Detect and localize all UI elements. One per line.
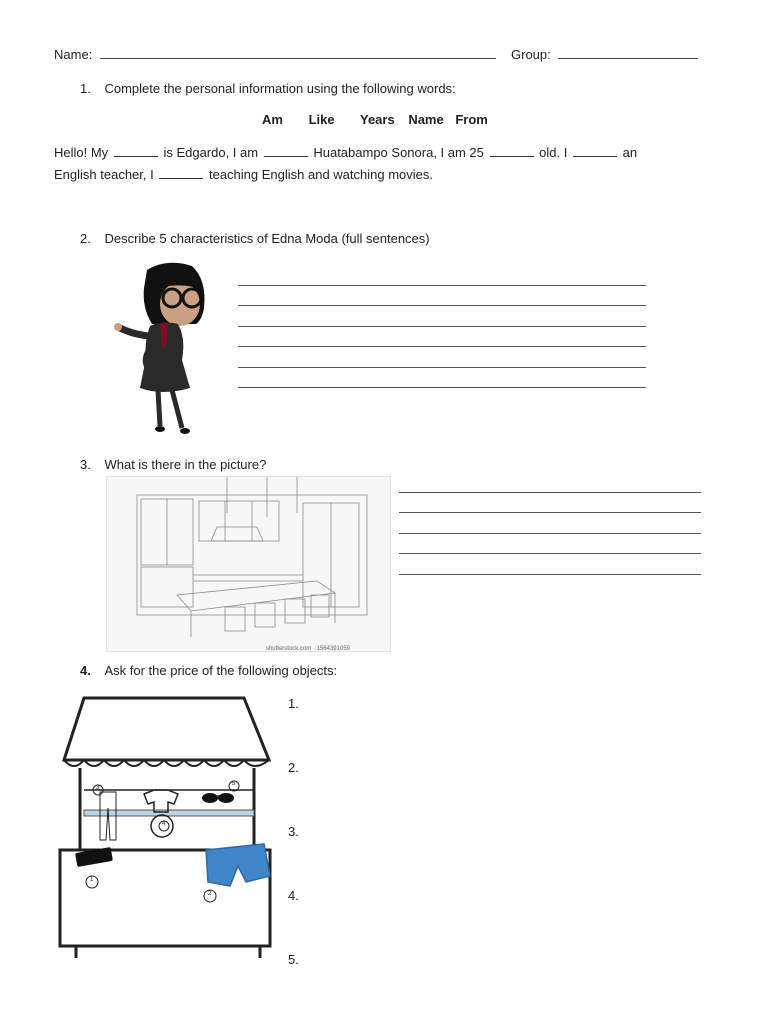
answer-line[interactable] [399, 512, 701, 513]
answer-line[interactable] [399, 553, 701, 554]
q1-text: English teacher, I [54, 167, 154, 182]
answer-line[interactable] [238, 326, 646, 327]
name-label: Name: [54, 47, 93, 62]
question-1 [80, 81, 456, 96]
answer-line[interactable] [238, 346, 646, 347]
word-bank [262, 112, 510, 127]
q1-text: Hello! My [54, 145, 109, 160]
q1-blank-5[interactable] [159, 166, 203, 179]
q1-text: is Edgardo, I am [163, 145, 259, 160]
word-bank-item: Name [408, 112, 444, 127]
word-bank-item: Years [359, 112, 395, 127]
word-bank-item: Like [308, 112, 335, 127]
kitchen-sketch-image [106, 476, 391, 652]
question-2 [80, 231, 430, 246]
edna-moda-illustration [112, 258, 222, 436]
q1-blank-1[interactable] [114, 144, 158, 157]
header-name-row [54, 47, 496, 62]
answer-line[interactable] [238, 387, 646, 388]
word-bank-item: Am [262, 112, 283, 127]
q2-prompt: Describe 5 characteristics of Edna Moda (full sentences) [104, 231, 430, 246]
market-stall-illustration [54, 690, 280, 966]
list-item: 4. [288, 888, 299, 903]
image-caption: shutterstock.com · 1564391059 [265, 646, 350, 652]
answer-line[interactable] [238, 285, 646, 286]
group-label: Group: [511, 47, 551, 62]
question-3 [80, 457, 266, 472]
answer-line[interactable] [399, 574, 701, 575]
q1-paragraph [54, 142, 704, 186]
list-item: 3. [288, 824, 299, 839]
q4-prompt: Ask for the price of the following objects: [104, 663, 338, 678]
q1-text: Huatabampo Sonora, I am 25 [313, 145, 484, 160]
answer-line[interactable] [399, 533, 701, 534]
list-item: 2. [288, 760, 299, 775]
q1-text: teaching English and watching movies. [208, 167, 434, 182]
price-tag: 3 [96, 785, 100, 791]
name-field[interactable] [100, 58, 496, 59]
q1-blank-2[interactable] [264, 144, 308, 157]
q1-blank-3[interactable] [490, 144, 534, 157]
price-tag: 2 [208, 891, 212, 897]
q1-blank-4[interactable] [573, 144, 617, 157]
q2-number: 2. [80, 231, 91, 246]
q3-prompt: What is there in the picture? [104, 457, 267, 472]
group-field[interactable] [558, 58, 698, 59]
q1-number: 1. [80, 81, 91, 96]
word-bank-item: From [455, 112, 488, 127]
price-tag: 5 [232, 781, 236, 787]
answer-line[interactable] [399, 492, 701, 493]
q1-text: old. I [539, 145, 568, 160]
question-4 [80, 663, 337, 678]
q3-number: 3. [80, 457, 91, 472]
q1-text: an [622, 145, 638, 160]
price-tag: 4 [162, 821, 166, 827]
header-group-row [511, 47, 698, 62]
price-tag: 1 [90, 877, 94, 883]
answer-line[interactable] [238, 367, 646, 368]
answer-line[interactable] [238, 305, 646, 306]
q1-prompt: Complete the personal information using the following words: [104, 81, 456, 96]
list-item: 1. [288, 696, 299, 711]
q4-number: 4. [80, 663, 91, 678]
list-item: 5. [288, 952, 299, 967]
